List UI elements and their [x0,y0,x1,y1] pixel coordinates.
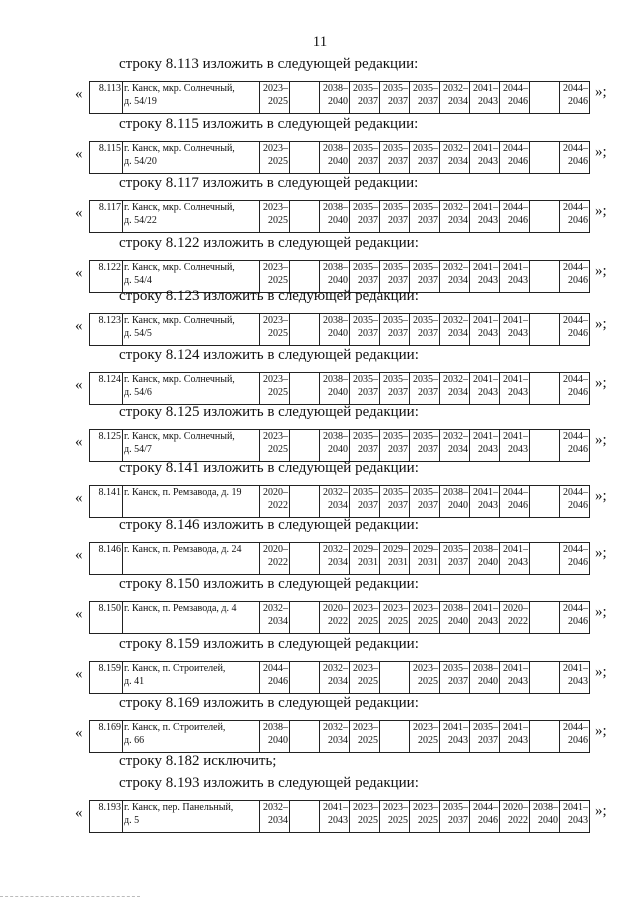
closing-quote: »; [595,316,607,332]
period-cell: 2035– 2037 [380,261,410,293]
period-cell: 2035– 2037 [350,201,380,233]
amendment-block [0,695,640,755]
period-cell: 2023– 2025 [350,662,380,694]
opening-quote: « [75,205,83,221]
address-cell: г. Канск, мкр. Солнечный, д. 54/5 [123,314,260,346]
period-cell: 2035– 2037 [350,142,380,174]
period-cell: 2023– 2025 [260,142,290,174]
amendment-heading: строку 8.125 изложить в следующей редакции: [119,404,419,420]
period-cell: 2023– 2025 [410,721,440,753]
period-cell: 2032– 2034 [440,373,470,405]
closing-quote: »; [595,545,607,561]
opening-quote: « [75,725,83,741]
period-cell: 2041– 2043 [470,486,500,518]
period-cell [380,662,410,694]
period-cell: 2038– 2040 [320,373,350,405]
amendment-block [0,404,640,464]
period-cell: 2041– 2043 [470,314,500,346]
table-row [89,372,590,405]
period-cell: 2041– 2043 [470,142,500,174]
amendment-block [0,56,640,116]
period-cell: 2044– 2046 [560,721,590,753]
period-cell: 2041– 2043 [500,314,530,346]
opening-quote: « [75,265,83,281]
period-cell: 2035– 2037 [350,261,380,293]
period-cell: 2044– 2046 [560,261,590,293]
period-cell [290,201,320,233]
period-cell: 2044– 2046 [470,801,500,833]
period-cell: 2038– 2040 [320,142,350,174]
amendment-heading: строку 8.159 изложить в следующей редакции: [119,636,419,652]
period-cell: 2023– 2025 [260,261,290,293]
period-cell [530,430,560,462]
opening-quote: « [75,318,83,334]
period-cell: 2044– 2046 [560,82,590,114]
address-cell: г. Канск, мкр. Солнечный, д. 54/6 [123,373,260,405]
period-cell: 2032– 2034 [440,314,470,346]
amendment-heading: строку 8.124 изложить в следующей редакции: [119,347,419,363]
address-cell: г. Канск, п. Ремзавода, д. 19 [123,486,260,518]
period-cell: 2038– 2040 [470,543,500,575]
period-cell: 2041– 2043 [500,373,530,405]
amendment-heading: строку 8.113 изложить в следующей редакции: [119,56,419,72]
page-bottom-divider [0,896,140,897]
period-cell: 2032– 2034 [440,142,470,174]
period-cell: 2023– 2025 [260,201,290,233]
period-cell: 2023– 2025 [410,801,440,833]
table-row [89,313,590,346]
period-cell: 2020– 2022 [260,486,290,518]
period-cell: 2035– 2037 [440,543,470,575]
opening-quote: « [75,146,83,162]
period-cell: 2023– 2025 [350,721,380,753]
row-number: 8.123 [90,314,123,346]
period-cell: 2038– 2040 [320,82,350,114]
period-cell [530,662,560,694]
period-cell: 2044– 2046 [560,430,590,462]
closing-quote: »; [595,664,607,680]
period-cell: 2035– 2037 [470,721,500,753]
period-cell: 2032– 2034 [440,261,470,293]
period-cell: 2035– 2037 [350,430,380,462]
period-cell: 2038– 2040 [320,261,350,293]
amendment-heading: строку 8.193 изложить в следующей редакции: [119,775,419,791]
period-cell [530,142,560,174]
period-cell [290,543,320,575]
period-cell [530,602,560,634]
opening-quote: « [75,606,83,622]
row-number: 8.193 [90,801,123,833]
opening-quote: « [75,86,83,102]
period-cell: 2023– 2025 [410,662,440,694]
amendment-block [0,116,640,176]
amendment-heading: строку 8.117 изложить в следующей редакции: [119,175,419,191]
period-cell [530,721,560,753]
period-cell [530,486,560,518]
period-cell: 2023– 2025 [260,82,290,114]
period-cell: 2023– 2025 [350,602,380,634]
amendment-block [0,576,640,636]
period-cell: 2032– 2034 [320,486,350,518]
period-cell: 2038– 2040 [320,314,350,346]
table-row [89,542,590,575]
table-row [89,200,590,233]
period-cell: 2044– 2046 [560,142,590,174]
address-cell: г. Канск, п. Ремзавода, д. 4 [123,602,260,634]
row-number: 8.124 [90,373,123,405]
period-cell: 2035– 2037 [410,261,440,293]
period-cell [530,314,560,346]
period-cell: 2032– 2034 [320,543,350,575]
period-cell: 2035– 2037 [440,801,470,833]
period-cell: 2044– 2046 [560,543,590,575]
period-cell: 2035– 2037 [440,662,470,694]
row-number: 8.141 [90,486,123,518]
period-cell: 2041– 2043 [440,721,470,753]
table-row [89,429,590,462]
amendment-block [0,347,640,407]
period-cell: 2035– 2037 [380,82,410,114]
table-row [89,720,590,753]
address-cell: г. Канск, мкр. Солнечный, д. 54/22 [123,201,260,233]
period-cell: 2041– 2043 [470,373,500,405]
amendment-heading: строку 8.141 изложить в следующей редакции: [119,460,419,476]
period-cell: 2041– 2043 [500,543,530,575]
period-cell: 2035– 2037 [410,314,440,346]
period-cell [290,721,320,753]
opening-quote: « [75,547,83,563]
amendment-heading: строку 8.146 изложить в следующей редакции: [119,517,419,533]
period-cell: 2035– 2037 [410,430,440,462]
period-cell: 2032– 2034 [320,662,350,694]
period-cell: 2035– 2037 [350,82,380,114]
period-cell: 2035– 2037 [380,142,410,174]
period-cell: 2020– 2022 [500,602,530,634]
amendment-block [0,636,640,696]
period-cell: 2041– 2043 [470,201,500,233]
period-cell [290,314,320,346]
period-cell: 2044– 2046 [560,373,590,405]
row-number: 8.146 [90,543,123,575]
period-cell: 2035– 2037 [380,314,410,346]
opening-quote: « [75,377,83,393]
period-cell: 2044– 2046 [500,201,530,233]
period-cell: 2032– 2034 [440,82,470,114]
period-cell [530,82,560,114]
period-cell: 2035– 2037 [410,82,440,114]
period-cell: 2035– 2037 [380,430,410,462]
period-cell: 2041– 2043 [500,662,530,694]
opening-quote: « [75,805,83,821]
closing-quote: »; [595,604,607,620]
period-cell: 2023– 2025 [380,801,410,833]
period-cell: 2041– 2043 [560,801,590,833]
closing-quote: »; [595,803,607,819]
amendment-block [0,517,640,577]
closing-quote: »; [595,723,607,739]
amendment-block [0,288,640,348]
closing-quote: »; [595,84,607,100]
opening-quote: « [75,434,83,450]
amendment-block [0,460,640,520]
amendment-heading: строку 8.150 изложить в следующей редакции: [119,576,419,592]
period-cell [530,543,560,575]
period-cell [290,373,320,405]
period-cell: 2041– 2043 [320,801,350,833]
address-cell: г. Канск, мкр. Солнечный, д. 54/19 [123,82,260,114]
period-cell: 2038– 2040 [440,602,470,634]
period-cell: 2041– 2043 [470,82,500,114]
period-cell: 2035– 2037 [410,142,440,174]
period-cell: 2044– 2046 [500,486,530,518]
period-cell [530,373,560,405]
period-cell: 2035– 2037 [410,486,440,518]
period-cell: 2023– 2025 [380,602,410,634]
address-cell: г. Канск, п. Строителей, д. 66 [123,721,260,753]
table-row [89,141,590,174]
period-cell: 2035– 2037 [380,486,410,518]
address-cell: г. Канск, мкр. Солнечный, д. 54/20 [123,142,260,174]
closing-quote: »; [595,488,607,504]
amendment-block [0,775,640,835]
period-cell: 2023– 2025 [260,373,290,405]
amendment-heading: строку 8.169 изложить в следующей редакции: [119,695,419,711]
closing-quote: »; [595,432,607,448]
closing-quote: »; [595,263,607,279]
period-cell: 2041– 2043 [470,261,500,293]
amendment-block [0,175,640,235]
period-cell: 2044– 2046 [500,142,530,174]
period-cell: 2041– 2043 [470,602,500,634]
period-cell: 2035– 2037 [350,486,380,518]
period-cell: 2029– 2031 [380,543,410,575]
period-cell [290,82,320,114]
opening-quote: « [75,490,83,506]
address-cell: г. Канск, пер. Панельный, д. 5 [123,801,260,833]
period-cell: 2029– 2031 [410,543,440,575]
closing-quote: »; [595,375,607,391]
period-cell: 2023– 2025 [260,314,290,346]
period-cell: 2044– 2046 [500,82,530,114]
period-cell: 2032– 2034 [320,721,350,753]
period-cell: 2020– 2022 [260,543,290,575]
period-cell: 2035– 2037 [380,201,410,233]
period-cell: 2038– 2040 [320,430,350,462]
period-cell: 2044– 2046 [260,662,290,694]
period-cell [290,662,320,694]
row-number: 8.122 [90,261,123,293]
address-cell: г. Канск, мкр. Солнечный, д. 54/7 [123,430,260,462]
period-cell: 2038– 2040 [440,486,470,518]
period-cell: 2041– 2043 [560,662,590,694]
period-cell: 2023– 2025 [260,430,290,462]
closing-quote: »; [595,203,607,219]
period-cell: 2035– 2037 [350,314,380,346]
table-row [89,81,590,114]
amendment-heading: строку 8.115 изложить в следующей редакции: [119,116,419,132]
period-cell: 2044– 2046 [560,201,590,233]
period-cell: 2041– 2043 [470,430,500,462]
amendment-heading: строку 8.123 изложить в следующей редакции: [119,288,419,304]
row-number: 8.115 [90,142,123,174]
period-cell: 2032– 2034 [260,801,290,833]
row-number: 8.117 [90,201,123,233]
period-cell: 2044– 2046 [560,314,590,346]
closing-quote: »; [595,144,607,160]
row-number: 8.169 [90,721,123,753]
period-cell: 2035– 2037 [380,373,410,405]
period-cell [290,801,320,833]
period-cell: 2029– 2031 [350,543,380,575]
table-row [89,601,590,634]
period-cell: 2023– 2025 [350,801,380,833]
period-cell [380,721,410,753]
period-cell: 2044– 2046 [560,486,590,518]
row-number: 8.125 [90,430,123,462]
amendment-heading: строку 8.122 изложить в следующей редакции: [119,235,419,251]
period-cell: 2041– 2043 [500,261,530,293]
period-cell [290,430,320,462]
row-number: 8.159 [90,662,123,694]
period-cell: 2020– 2022 [500,801,530,833]
period-cell [530,201,560,233]
amendment-heading: строку 8.182 исключить; [119,753,277,769]
period-cell [290,486,320,518]
period-cell: 2044– 2046 [560,602,590,634]
period-cell: 2020– 2022 [320,602,350,634]
address-cell: г. Канск, мкр. Солнечный, д. 54/4 [123,261,260,293]
period-cell: 2041– 2043 [500,430,530,462]
period-cell [290,142,320,174]
address-cell: г. Канск, п. Строителей, д. 41 [123,662,260,694]
table-row [89,485,590,518]
opening-quote: « [75,666,83,682]
period-cell [290,602,320,634]
period-cell: 2035– 2037 [350,373,380,405]
period-cell: 2032– 2034 [440,201,470,233]
period-cell: 2038– 2040 [530,801,560,833]
row-number: 8.150 [90,602,123,634]
row-number: 8.113 [90,82,123,114]
period-cell: 2032– 2034 [440,430,470,462]
period-cell: 2023– 2025 [410,602,440,634]
address-cell: г. Канск, п. Ремзавода, д. 24 [123,543,260,575]
amendment-block [0,235,640,295]
period-cell: 2038– 2040 [470,662,500,694]
table-row [89,800,590,833]
period-cell: 2041– 2043 [500,721,530,753]
period-cell: 2038– 2040 [260,721,290,753]
period-cell: 2035– 2037 [410,373,440,405]
period-cell: 2032– 2034 [260,602,290,634]
page-number: 11 [312,34,328,50]
table-row [89,661,590,694]
period-cell: 2035– 2037 [410,201,440,233]
period-cell: 2038– 2040 [320,201,350,233]
